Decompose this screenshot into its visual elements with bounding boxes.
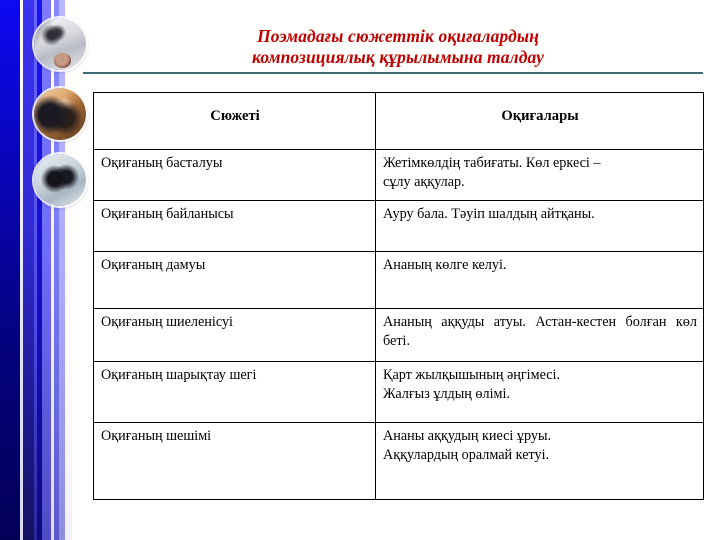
- cell-plot-stage: Оқиғаның дамуы: [94, 252, 376, 309]
- table-row: [94, 362, 704, 423]
- table-row: [94, 309, 704, 362]
- table-row: [94, 150, 704, 201]
- decorative-sidebar: [0, 0, 72, 540]
- cell-events: [376, 150, 704, 201]
- cell-events: [376, 362, 704, 423]
- cell-events-line: Аққулардың оралмай кетуі.: [383, 447, 550, 463]
- photo-circle-1-image: [34, 18, 86, 70]
- photo-circle-1: [34, 18, 86, 70]
- photo-circle-2-image: [34, 88, 86, 140]
- slide-title-line-1: Поэмадағы сюжеттік оқиғалардың: [257, 26, 539, 46]
- cell-events-line: Жалғыз ұлдың өлімі.: [383, 386, 511, 402]
- photo-circle-2: [34, 88, 86, 140]
- cell-events-line: Ананың аққуды атуы. Астан-кестен болған көл беті.: [383, 314, 697, 349]
- photo-circle-3: [34, 154, 86, 206]
- sidebar-band-10: [65, 0, 72, 540]
- cell-plot-stage: Оқиғаның басталуы: [94, 150, 376, 201]
- cell-plot-stage: Оқиғаның шешімі: [94, 423, 376, 500]
- cell-events: [376, 309, 704, 362]
- slide-title-line-2: композициялық құрылымына талдау: [252, 47, 544, 67]
- column-header-plot: Сюжеті: [94, 93, 376, 150]
- cell-plot-stage: Оқиғаның шарықтау шегі: [94, 362, 376, 423]
- cell-plot-stage: Оқиғаның байланысы: [94, 201, 376, 252]
- photo-circle-3-image: [34, 154, 86, 206]
- cell-events-line: Жетімкөлдің табиғаты. Көл еркесі –: [383, 155, 601, 171]
- cell-events-line: сұлу аққулар.: [383, 174, 465, 190]
- table-header: [94, 93, 704, 150]
- cell-events: [376, 252, 704, 309]
- table-row: [94, 201, 704, 252]
- cell-events-line: Ауру бала. Тәуіп шалдың айтқаны.: [383, 206, 595, 222]
- plot-analysis-table: [93, 92, 704, 500]
- sidebar-band-6: [42, 0, 51, 540]
- title-divider-rule: [83, 72, 703, 74]
- slide-title: [96, 26, 700, 68]
- cell-events-line: Ананы аққудың киесі ұруы.: [383, 428, 552, 444]
- cell-plot-stage: Оқиғаның шиеленісуі: [94, 309, 376, 362]
- sidebar-band-3: [23, 0, 35, 540]
- sidebar-band-1: [0, 0, 20, 540]
- table-header-row: [94, 93, 704, 150]
- cell-events: [376, 201, 704, 252]
- table-row: [94, 423, 704, 500]
- cell-events-line: Ананың көлге келуі.: [383, 257, 507, 273]
- cell-events: [376, 423, 704, 500]
- table-row: [94, 252, 704, 309]
- table-body: [94, 150, 704, 500]
- column-header-events: Оқиғалары: [376, 93, 704, 150]
- cell-events-line: Қарт жылқышының әңгімесі.: [383, 367, 561, 383]
